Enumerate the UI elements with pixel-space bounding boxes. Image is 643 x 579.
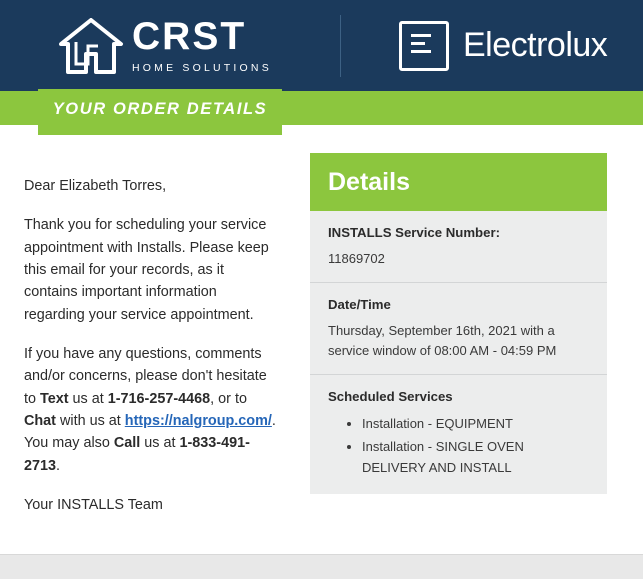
watermark-line-1: MPLAINTS bbox=[417, 497, 559, 528]
crst-tagline: HOME SOLUTIONS bbox=[132, 62, 272, 74]
email-header bbox=[0, 0, 643, 91]
electrolux-wordmark: Electrolux bbox=[463, 26, 608, 64]
letter-paragraph-1: Thank you for scheduling your service appointment with Installs. Please keep this email for your records, as it contains important information regarding your service appointment. bbox=[24, 217, 269, 323]
email-body bbox=[0, 135, 643, 533]
order-details-banner bbox=[0, 91, 643, 135]
service-number-label: INSTALLS Service Number: bbox=[328, 225, 500, 240]
letter-column bbox=[0, 153, 300, 533]
order-details-label: YOUR ORDER DETAILS bbox=[52, 99, 268, 118]
order-details-tab bbox=[38, 89, 282, 129]
list-item: • Installation - EQUIPMENT bbox=[362, 414, 589, 435]
crst-brand bbox=[0, 17, 330, 74]
p2-text-b: us at bbox=[68, 390, 108, 407]
electrolux-brand bbox=[341, 21, 607, 71]
detail-block-scheduled-services bbox=[310, 375, 607, 493]
details-panel-body bbox=[310, 211, 607, 494]
call-label: Call bbox=[113, 435, 141, 452]
banner-right-notch bbox=[282, 125, 643, 135]
text-label: Text bbox=[40, 390, 69, 407]
details-panel-header bbox=[310, 153, 607, 211]
crst-wordmark: CRST bbox=[132, 15, 247, 58]
window-bottom-bar bbox=[0, 554, 643, 579]
watermark-line-2: BOARD bbox=[417, 523, 519, 553]
text-phone-number: 1-716-257-4468 bbox=[107, 390, 211, 407]
electrolux-logo-icon bbox=[399, 21, 449, 71]
p2-text-a: If you have any questions, comments and/or concerns, please don't hesitate to bbox=[24, 345, 267, 407]
scheduled-services-list bbox=[328, 414, 589, 478]
service-number-value: 11869702 bbox=[328, 251, 385, 266]
details-panel bbox=[310, 153, 607, 533]
nalgroup-link[interactable]: https://nalgroup.com/ bbox=[124, 412, 272, 429]
letter-greeting: Dear Elizabeth Torres, bbox=[24, 178, 167, 194]
datetime-value: Thursday, September 16th, 2021 with a service window of 08:00 AM - 04:59 PM bbox=[328, 323, 557, 359]
chat-label: Chat bbox=[24, 412, 56, 429]
p2-text-c: , or to bbox=[210, 390, 247, 407]
datetime-label: Date/Time bbox=[328, 297, 391, 313]
watermark-line-3: RESOLVING bbox=[526, 538, 617, 550]
list-item: • Installation - SINGLE OVEN DELIVERY AND INSTALL bbox=[362, 437, 589, 479]
details-title: Details bbox=[328, 167, 410, 196]
detail-block-service-number bbox=[310, 211, 607, 283]
p2-text-e: . You may also bbox=[24, 412, 276, 452]
detail-block-datetime bbox=[310, 283, 607, 375]
letter-paragraph-2 bbox=[24, 343, 280, 477]
p2-text-g: . bbox=[56, 457, 61, 474]
call-phone-number: 1-833-491-2713 bbox=[24, 435, 250, 474]
banner-left-notch bbox=[0, 125, 38, 135]
letter-signoff: Your INSTALLS Team bbox=[24, 496, 163, 513]
p2-text-f: us at bbox=[140, 435, 180, 452]
scheduled-services-label: Scheduled Services bbox=[328, 389, 453, 405]
house-icon bbox=[58, 18, 124, 74]
p2-text-d: with us at bbox=[55, 412, 125, 429]
